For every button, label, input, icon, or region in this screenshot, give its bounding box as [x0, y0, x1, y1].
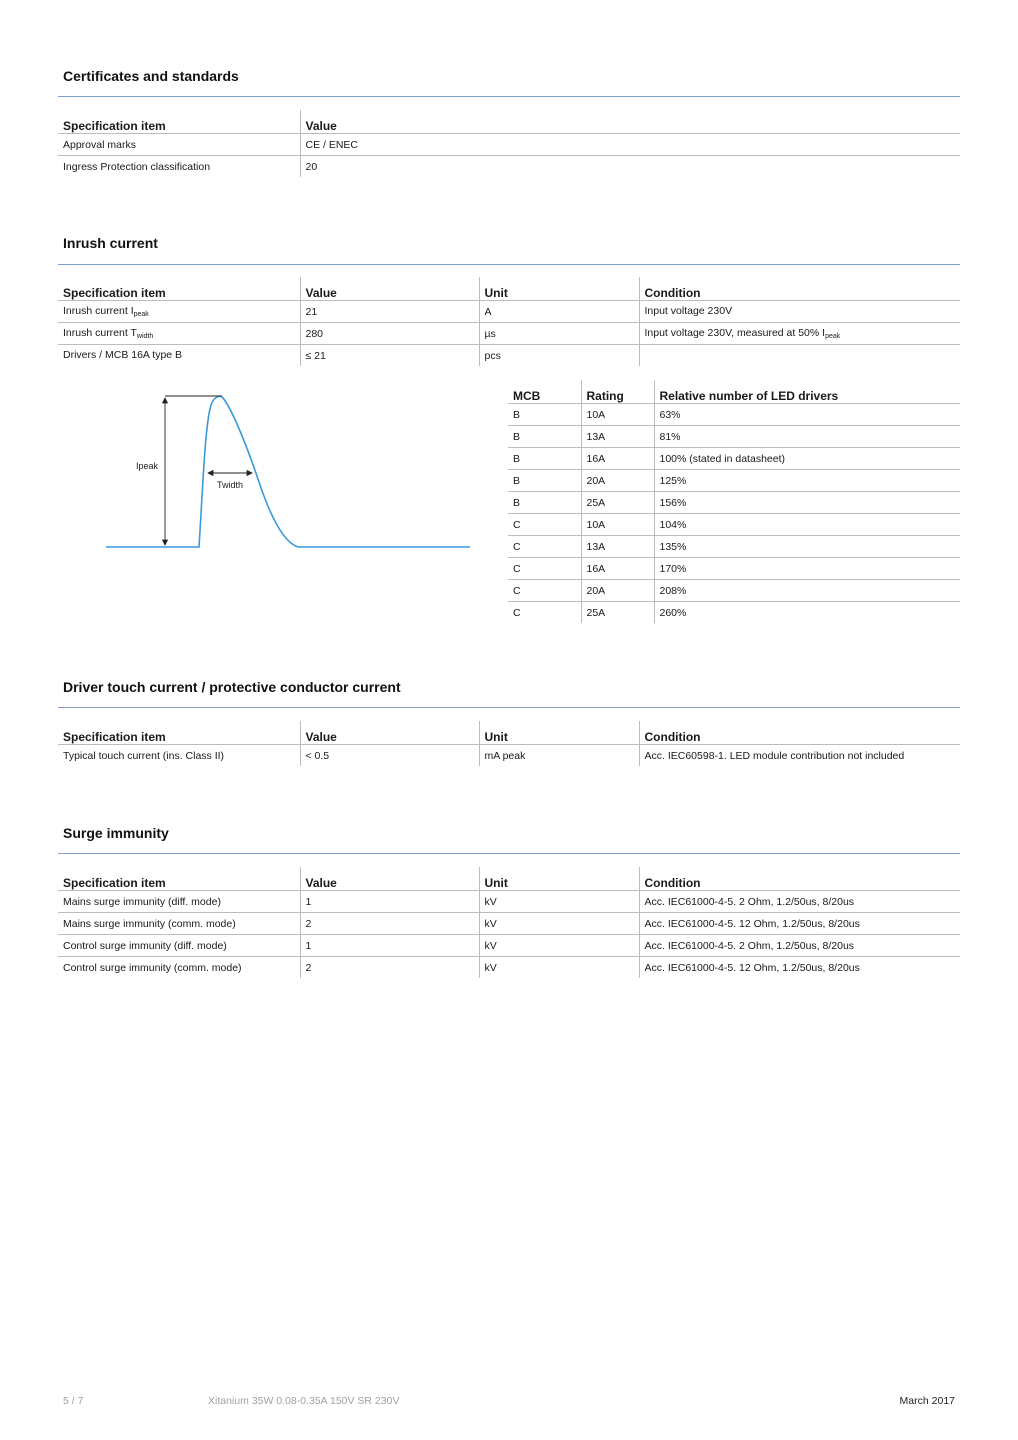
column-header: Value [300, 721, 479, 745]
table-cell: 156% [654, 492, 960, 514]
table-cell [639, 345, 960, 367]
table-header-row [58, 110, 960, 134]
table-cell: 25A [581, 492, 654, 514]
column-header: Specification item [58, 867, 300, 891]
table-header-row [508, 380, 960, 404]
table-cell: Mains surge immunity (diff. mode) [58, 891, 300, 913]
certificates-table [58, 110, 960, 177]
table-cell: 208% [654, 580, 960, 602]
table-row [58, 323, 960, 345]
table-cell: Acc. IEC61000-4-5. 12 Ohm, 1.2/50us, 8/20us [639, 913, 960, 935]
column-header: Condition [639, 721, 960, 745]
table-cell: ≤ 21 [300, 345, 479, 367]
table-cell: Mains surge immunity (comm. mode) [58, 913, 300, 935]
table-cell: kV [479, 913, 639, 935]
table-cell: Input voltage 230V [639, 301, 960, 323]
table-row [508, 602, 960, 624]
table-cell: Typical touch current (ins. Class II) [63, 749, 225, 762]
table-row [58, 957, 960, 979]
column-header: Unit [479, 277, 639, 301]
table-row [508, 558, 960, 580]
table-row [58, 134, 960, 156]
table-cell: 125% [654, 470, 960, 492]
section-title-certificates: Certificates and standards [63, 68, 239, 84]
table-row [508, 492, 960, 514]
table-cell: 16A [581, 558, 654, 580]
inrush-waveform-diagram [100, 385, 475, 560]
table-cell: C [508, 536, 581, 558]
table-row [58, 345, 960, 367]
table-cell: B [508, 492, 581, 514]
table-cell: Acc. IEC61000-4-5. 2 Ohm, 1.2/50us, 8/20us [639, 935, 960, 957]
table-cell: 135% [654, 536, 960, 558]
table-cell: 260% [654, 602, 960, 624]
column-header: Value [300, 277, 479, 301]
table-cell: 1 [300, 891, 479, 913]
table-cell: B [508, 448, 581, 470]
table-cell: 1 [300, 935, 479, 957]
section-divider [58, 853, 960, 854]
table-cell: Acc. IEC60598-1. LED module contribution not included [639, 745, 960, 767]
table-cell: 20A [581, 470, 654, 492]
table-cell: kV [479, 891, 639, 913]
table-cell: B [508, 426, 581, 448]
table-cell: C [508, 514, 581, 536]
table-row [58, 891, 960, 913]
table-row [508, 470, 960, 492]
waveform-curve [106, 396, 470, 547]
table-row [508, 448, 960, 470]
table-row [508, 580, 960, 602]
peak-label: Ipeak [136, 461, 159, 471]
table-cell: 20 [300, 156, 960, 178]
column-header: Relative number of LED drivers [654, 380, 960, 404]
section-divider [58, 264, 960, 265]
table-cell: C [513, 606, 521, 619]
column-header: Condition [639, 277, 960, 301]
table-cell: Control surge immunity (comm. mode) [63, 961, 242, 974]
table-cell: 170% [654, 558, 960, 580]
table-cell: Approval marks [58, 134, 300, 156]
table-row [58, 156, 960, 178]
table-cell: 16A [581, 448, 654, 470]
section-title-surge: Surge immunity [63, 825, 169, 841]
table-cell: 2 [300, 957, 479, 979]
table-cell: Acc. IEC61000-4-5. 12 Ohm, 1.2/50us, 8/20us [639, 957, 960, 979]
table-cell: Inrush current $T_{width}$ [58, 323, 300, 345]
table-cell: pcs [479, 345, 639, 367]
table-cell: C [508, 580, 581, 602]
table-row [508, 404, 960, 426]
table-cell: C [508, 558, 581, 580]
table-cell: B [508, 470, 581, 492]
page-number: 5 / 7 [63, 1395, 84, 1407]
table-cell: Input voltage 230V, measured at 50% $I_{peak}$ [639, 323, 960, 345]
column-header: Value [300, 867, 479, 891]
table-row [58, 745, 960, 767]
table-row [508, 514, 960, 536]
table-cell: 104% [654, 514, 960, 536]
section-title-inrush: Inrush current [63, 235, 158, 251]
section-title-touch-current: Driver touch current / protective conductor current [63, 679, 401, 695]
table-cell: 20A [581, 580, 654, 602]
table-cell: B [508, 404, 581, 426]
section-divider [58, 707, 960, 708]
table-cell: mA peak [479, 745, 639, 767]
surge-table [58, 867, 960, 978]
product-name: Xitanium 35W 0.08-0.35A 150V SR 230V [208, 1395, 400, 1407]
column-header: Condition [639, 867, 960, 891]
column-header: Specification item [58, 721, 300, 745]
column-header: Unit [479, 721, 639, 745]
table-cell: Acc. IEC61000-4-5. 2 Ohm, 1.2/50us, 8/20us [639, 891, 960, 913]
table-cell: A [479, 301, 639, 323]
table-cell: < 0.5 [300, 745, 479, 767]
table-cell: Inrush current $I_{peak}$ [58, 301, 300, 323]
table-cell: 81% [654, 426, 960, 448]
table-row [58, 913, 960, 935]
column-header: Specification item [58, 110, 300, 134]
table-cell: 100% (stated in datasheet) [654, 448, 960, 470]
table-cell: 13A [581, 536, 654, 558]
column-header: Specification item [58, 277, 300, 301]
table-row [58, 935, 960, 957]
table-cell: 10A [581, 514, 654, 536]
table-cell: 2 [300, 913, 479, 935]
width-label: Twidth [217, 480, 244, 490]
table-cell: 25A [581, 602, 654, 624]
column-header: MCB [508, 380, 581, 404]
section-divider [58, 96, 960, 97]
inrush-table [58, 277, 960, 366]
table-row [508, 536, 960, 558]
table-header-row [58, 277, 960, 301]
table-header-row [58, 867, 960, 891]
table-cell: kV [479, 957, 639, 979]
column-header: Rating [581, 380, 654, 404]
column-header: Unit [479, 867, 639, 891]
table-row [508, 426, 960, 448]
mcb-table [508, 380, 960, 623]
touch-current-table [58, 721, 960, 766]
table-cell: 21 [300, 301, 479, 323]
table-cell: 10A [581, 404, 654, 426]
document-date: March 2017 [899, 1395, 955, 1407]
table-header-row [58, 721, 960, 745]
table-cell: Control surge immunity (diff. mode) [58, 935, 300, 957]
table-cell: 63% [654, 404, 960, 426]
table-cell: kV [479, 935, 639, 957]
table-cell: 280 [300, 323, 479, 345]
table-cell: CE / ENEC [300, 134, 960, 156]
table-cell: 13A [581, 426, 654, 448]
table-row [58, 301, 960, 323]
table-cell: µs [479, 323, 639, 345]
column-header: Value [300, 110, 960, 134]
table-cell: Drivers / MCB 16A type B [63, 349, 183, 361]
table-cell: Ingress Protection classification [63, 160, 211, 173]
